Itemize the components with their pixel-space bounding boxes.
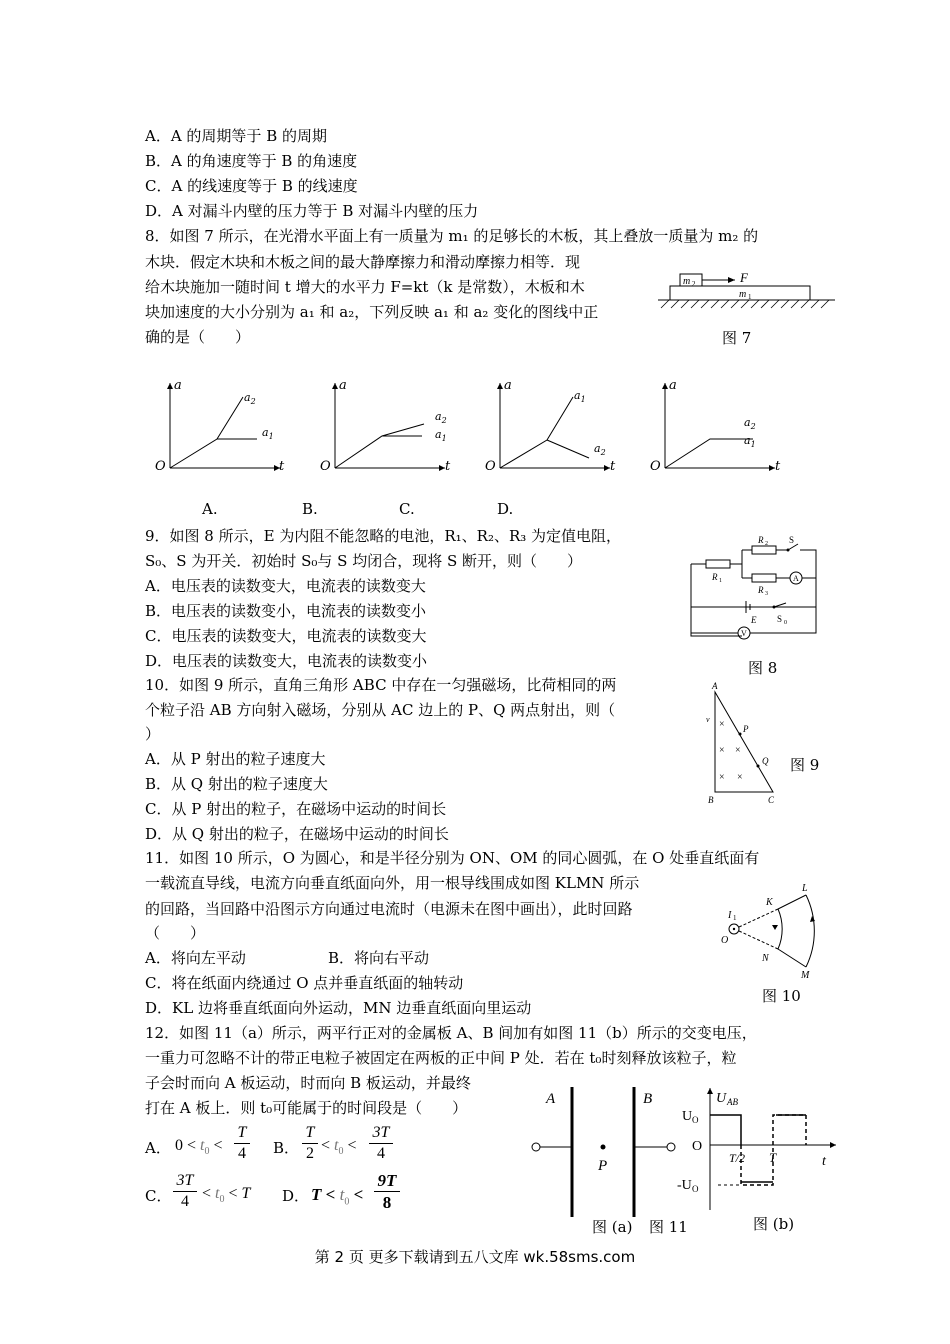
- fig8-r2-sub: 2: [765, 541, 768, 547]
- q7-option-a: A．A 的周期等于 B 的周期: [145, 127, 327, 145]
- q12-option-d-label: D．: [282, 1187, 310, 1205]
- q11-option-c: C．将在纸面内绕通过 O 点并垂直纸面的轴转动: [145, 974, 464, 992]
- q8-line-1: 8．如图 7 所示，在光滑水平面上有一质量为 m₁ 的足够长的木板，其上叠放一质量为 m₂ 的: [145, 227, 759, 245]
- q12-option-b-fraction-right: 3T 4: [369, 1123, 393, 1164]
- q11-line-3: 的回路，当回路中沿图示方向通过电流时（电源未在图中画出），此时回路: [145, 900, 633, 918]
- graph-c-origin: O: [485, 459, 496, 474]
- q11-line-1: 11．如图 10 所示，O 为圆心，和是半径分别为 ON、OM 的同心圆弧，在 O 处垂直纸面有: [145, 849, 760, 867]
- figure-11-caption: 图 11: [649, 1218, 688, 1236]
- figure-8-caption: 图 8: [748, 659, 778, 677]
- q11-line-2: 一载流直导线，电流方向垂直纸面向外，用一根导线围成如图 KLMN 所示: [145, 874, 640, 892]
- fig10-l-label: L: [802, 883, 808, 894]
- figure-11b-voltage-graph: [676, 1082, 846, 1214]
- fig9-field-mark: ×: [735, 745, 741, 756]
- fig8-voltmeter-label: V: [741, 629, 747, 638]
- fig9-b-label: B: [708, 795, 714, 805]
- q12-option-a-label: A．: [145, 1139, 171, 1157]
- fig9-field-mark: ×: [719, 745, 725, 756]
- graph-a-caption: A.: [202, 500, 218, 518]
- figure-11a-plates: [528, 1085, 688, 1220]
- fig11b-uo-sub: O: [692, 1115, 699, 1125]
- figure-7-diagram: [655, 262, 845, 322]
- q9-option-d: D．电压表的读数变大，电流表的读数变小: [145, 652, 428, 670]
- fig9-v-label: v: [706, 715, 710, 724]
- fig9-q-label: Q: [762, 756, 769, 766]
- figure-8-circuit: [686, 530, 826, 645]
- q12-line-3: 子会时而向 A 板运动，时而向 B 板运动，并最终: [145, 1074, 471, 1092]
- fig8-r3-sub: 3: [765, 591, 768, 597]
- figure-9-caption: 图 9: [790, 756, 820, 774]
- figure-10-caption: 图 10: [762, 987, 801, 1005]
- q10-line-1: 10．如图 9 所示，直角三角形 ABC 中存在一匀强磁场，比荷相同的两: [145, 676, 617, 694]
- q10-line-2: 个粒子沿 AB 方向射入磁场，分别从 AC 边上的 P、Q 两点射出，则（: [145, 701, 616, 719]
- fig8-s0-label: S: [777, 614, 783, 624]
- graph-c-a1-label: $a_1$: [574, 389, 586, 405]
- q11-line-4: （ ）: [145, 924, 206, 942]
- fig10-m-label: M: [801, 970, 810, 981]
- graph-a-axis-t: t: [279, 459, 285, 474]
- fig8-r2-label: R: [758, 535, 764, 545]
- figure-11b-caption: 图 (b): [753, 1215, 795, 1233]
- graph-d-origin: O: [650, 459, 661, 474]
- q12-option-d-expr: $T < t_0$ <: [311, 1185, 364, 1208]
- q12-option-b-label: B．: [273, 1139, 300, 1157]
- graph-d-axis-t: t: [775, 459, 781, 474]
- q9-option-a: A．电压表的读数变大，电流表的读数变大: [145, 577, 426, 595]
- q12-option-c-expr: < $t_0 < T$: [202, 1185, 251, 1206]
- fig9-field-mark: ×: [719, 719, 725, 730]
- fig11b-half-period-label: T/2: [729, 1151, 746, 1165]
- q8-line-5: 确的是（ ）: [145, 328, 251, 346]
- fig8-s-label: S: [789, 535, 795, 545]
- fig7-m1-label: m: [739, 289, 747, 300]
- fig8-r1-sub: 1: [719, 578, 722, 584]
- fig10-n-label: N: [762, 953, 769, 964]
- q10-option-d: D．从 Q 射出的粒子，在磁场中运动的时间长: [145, 825, 449, 843]
- graph-c-axis-t: t: [610, 459, 616, 474]
- graph-d-caption: D.: [497, 500, 514, 518]
- q12-option-b-fraction-left: T 2: [302, 1123, 318, 1164]
- page-footer: 第 2 页 更多下载请到五八文库 wk.58sms.com: [314, 1248, 636, 1266]
- fig11b-x-axis-label: t: [822, 1154, 826, 1169]
- q10-option-c: C．从 P 射出的粒子，在磁场中运动的时间长: [145, 800, 447, 818]
- fig7-m1-sub: 1: [748, 293, 752, 301]
- q8-line-2: 木块．假定木块和木板之间的最大静摩擦力和滑动摩擦力相等．现: [145, 253, 581, 271]
- fig10-i1-sub: 1: [733, 914, 737, 922]
- graph-c-caption: C.: [399, 500, 415, 518]
- fig11b-y-axis-sub: AB: [727, 1097, 738, 1107]
- figure-9-triangle: [700, 680, 790, 808]
- graph-d-axis-a: a: [669, 378, 677, 393]
- q10-option-b: B．从 Q 射出的粒子速度大: [145, 775, 328, 793]
- q11-option-a: A．将向左平动: [145, 949, 246, 967]
- q10-line-3: ）: [145, 725, 161, 743]
- fig11b-uo-label: U: [682, 1109, 693, 1124]
- q12-option-c-label: C．: [145, 1187, 172, 1205]
- q12-option-a-fraction: T 4: [234, 1123, 250, 1164]
- fig8-ammeter-label: A: [793, 574, 799, 583]
- fig11b-period-label: T: [769, 1150, 777, 1165]
- fig7-m2-label: m: [683, 276, 691, 287]
- fig10-k-label: K: [766, 897, 773, 908]
- q9-option-c: C．电压表的读数变大，电流表的读数变大: [145, 627, 427, 645]
- q12-option-c-fraction: 3T 4: [173, 1171, 197, 1212]
- fig11-plate-a-label: A: [546, 1091, 556, 1107]
- q7-option-b: B．A 的角速度等于 B 的角速度: [145, 152, 358, 170]
- q12-option-a-expr: $0 < t_0$ <: [175, 1137, 223, 1158]
- q12-line-2: 一重力可忽略不计的带正电粒子被固定在两板的正中间 P 处．若在 t₀时刻释放该粒子，粒: [145, 1049, 737, 1067]
- fig7-force-label: F: [740, 270, 748, 285]
- fig7-m2-sub: 2: [692, 280, 696, 288]
- q9-line-2: S₀、S 为开关．初始时 S₀与 S 均闭合，现将 S 断开，则（ ）: [145, 552, 583, 570]
- fig10-o-label: O: [721, 935, 729, 946]
- q12-line-1: 12．如图 11（a）所示，两平行正对的金属板 A、B 间加有如图 11（b）所示的交变电压，: [145, 1024, 757, 1042]
- graph-a-origin: O: [155, 459, 166, 474]
- fig11b-origin: O: [692, 1139, 703, 1154]
- figure-10-arcs: [718, 878, 828, 983]
- fig8-r3-label: R: [758, 585, 764, 595]
- graph-d-a1-label: $a_1$: [744, 434, 756, 450]
- fig10-i1-label: I: [728, 910, 732, 921]
- q9-line-1: 9．如图 8 所示，E 为内阻不能忽略的电池，R₁、R₂、R₃ 为定值电阻，: [145, 527, 622, 545]
- fig9-a-label: A: [712, 681, 718, 691]
- graph-c-axis-a: a: [504, 378, 512, 393]
- graph-b-axis-t: t: [445, 459, 451, 474]
- fig11b-neg-uo-label: -U: [677, 1178, 692, 1193]
- fig11-point-p-label: P: [598, 1158, 608, 1174]
- q11-option-b: B．将向右平动: [328, 949, 430, 967]
- graph-b-a1-label: $a_1$: [435, 428, 447, 444]
- graph-c-a2-label: $a_2$: [594, 442, 606, 458]
- fig11b-neg-uo-sub: O: [692, 1184, 699, 1194]
- fig9-field-mark: ×: [737, 772, 743, 783]
- q11-option-d: D．KL 边将垂直纸面向外运动，MN 边垂直纸面向里运动: [145, 999, 532, 1017]
- q7-option-c: C．A 的线速度等于 B 的线速度: [145, 177, 358, 195]
- graph-a-a1-label: $a_1$: [262, 426, 274, 442]
- q12-line-4: 打在 A 板上．则 t₀可能属于的时间段是（ ）: [145, 1099, 468, 1117]
- fig8-s0-sub: 0: [784, 620, 787, 626]
- q9-option-b: B．电压表的读数变小，电流表的读数变小: [145, 602, 427, 620]
- graph-a-axis-a: a: [174, 378, 182, 393]
- graph-b-a2-label: $a_2$: [435, 410, 447, 426]
- graph-b-caption: B.: [302, 500, 318, 518]
- q8-line-3: 给木块施加一随时间 t 增大的水平力 F=kt（k 是常数），木板和木: [145, 278, 585, 296]
- fig9-field-mark: ×: [719, 772, 725, 783]
- figure-11a-caption: 图 (a): [592, 1218, 633, 1236]
- q8-line-4: 块加速度的大小分别为 a₁ 和 a₂，下列反映 a₁ 和 a₂ 变化的图线中正: [145, 303, 599, 321]
- fig8-e-label: E: [751, 615, 757, 625]
- q12-option-d-fraction: 9T 8: [374, 1170, 400, 1213]
- graph-d-a2-label: $a_2$: [744, 416, 756, 432]
- graph-b-origin: O: [320, 459, 331, 474]
- graph-b-axis-a: a: [339, 378, 347, 393]
- fig9-c-label: C: [768, 795, 775, 805]
- fig11-plate-b-label: B: [643, 1091, 653, 1107]
- fig8-r1-label: R: [712, 572, 718, 582]
- fig9-p-label: P: [743, 724, 749, 734]
- q10-option-a: A．从 P 射出的粒子速度大: [145, 750, 326, 768]
- q7-option-d: D．A 对漏斗内壁的压力等于 B 对漏斗内壁的压力: [145, 202, 479, 220]
- figure-7-caption: 图 7: [722, 329, 752, 347]
- graph-a-a2-label: $a_2$: [244, 391, 256, 407]
- q12-option-b-expr: < $t_0$ <: [321, 1137, 357, 1158]
- fig11b-y-axis-label: U: [716, 1091, 727, 1106]
